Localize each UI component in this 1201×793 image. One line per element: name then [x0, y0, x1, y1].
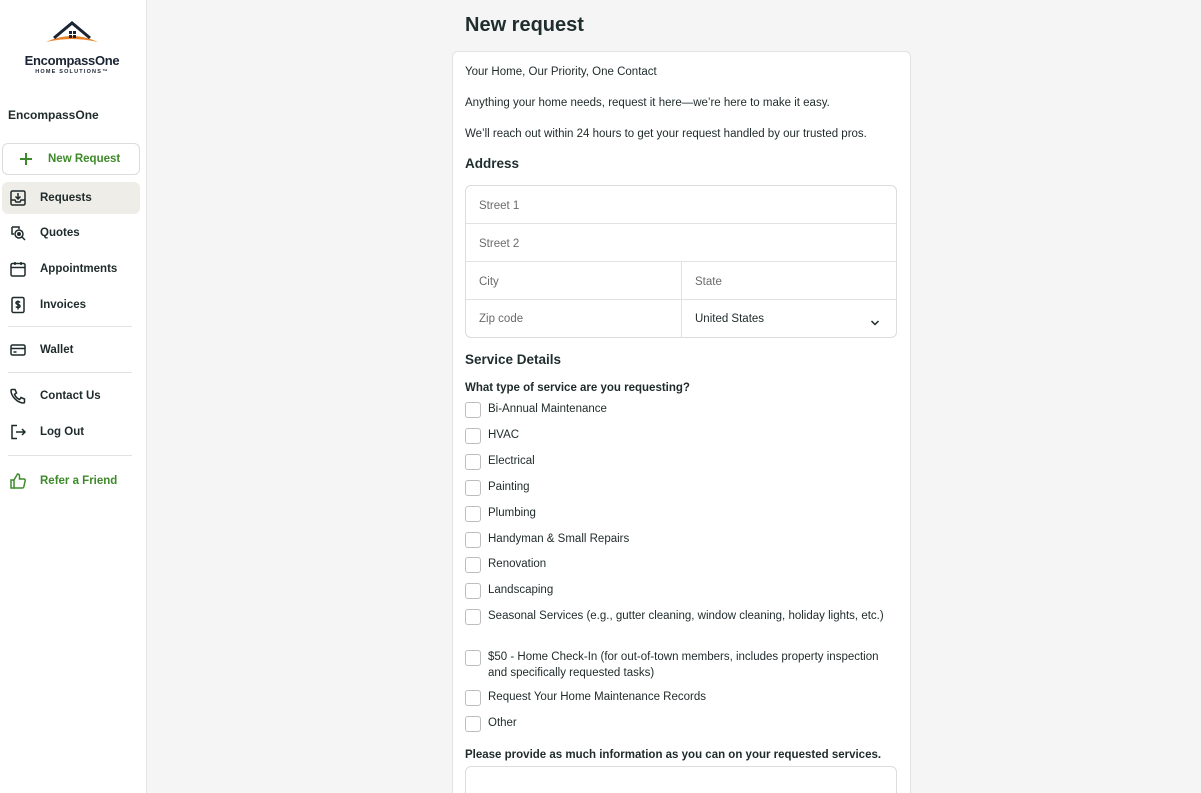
street2-input[interactable]: Street 2	[479, 237, 520, 250]
service-info-question: Please provide as much information as you can on your requested services.	[465, 749, 882, 761]
sidebar-item-quotes[interactable]	[2, 217, 140, 249]
checkbox[interactable]	[465, 506, 481, 522]
service-option-label: Handyman & Small Repairs	[488, 533, 630, 545]
checkbox[interactable]	[465, 532, 481, 548]
service-info-textarea[interactable]	[465, 766, 897, 793]
service-option[interactable]	[465, 454, 888, 470]
sidebar-divider	[8, 455, 132, 456]
service-option[interactable]	[465, 428, 888, 444]
service-details-heading: Service Details	[465, 352, 562, 367]
company-name: EncompassOne	[8, 108, 99, 122]
sidebar-item-label: Wallet	[40, 344, 74, 356]
service-option-label: Painting	[488, 481, 530, 493]
service-option-label: HVAC	[488, 429, 520, 441]
sidebar-item-refer-a-friend[interactable]	[2, 465, 140, 497]
inbox-icon	[9, 189, 27, 207]
service-option-label: Renovation	[488, 558, 547, 570]
service-option-label: Electrical	[488, 455, 535, 467]
sidebar-item-label: Requests	[40, 192, 92, 204]
checkbox[interactable]	[465, 716, 481, 732]
service-option-label: Request Your Home Maintenance Records	[488, 691, 706, 703]
checkbox[interactable]	[465, 609, 481, 625]
request-form-card	[452, 51, 911, 793]
checkbox[interactable]	[465, 480, 481, 496]
service-option-label: Other	[488, 717, 517, 729]
sidebar-divider	[8, 326, 132, 327]
intro-line: Your Home, Our Priority, One Contact	[465, 66, 657, 78]
encompassone-logo[interactable]	[22, 20, 122, 80]
logout-icon	[9, 423, 27, 441]
service-option-label: Seasonal Services (e.g., gutter cleaning, window cleaning, holiday lights, etc.)	[488, 610, 884, 622]
service-option[interactable]	[465, 609, 888, 625]
sidebar-item-requests[interactable]	[2, 182, 140, 214]
sidebar-item-label: Log Out	[40, 426, 85, 438]
address-fields	[465, 185, 897, 338]
chevron-down-icon[interactable]	[870, 314, 880, 332]
sidebar-divider	[8, 372, 132, 373]
service-option[interactable]	[465, 716, 888, 732]
phone-icon	[9, 387, 27, 405]
address-heading: Address	[465, 156, 520, 171]
checkbox[interactable]	[465, 583, 481, 599]
brand-name: EncompassOne	[24, 53, 120, 68]
checkbox[interactable]	[465, 690, 481, 706]
checkbox[interactable]	[465, 650, 481, 666]
sidebar-item-label: Appointments	[40, 263, 118, 275]
service-option[interactable]	[465, 690, 888, 706]
service-option-label: Bi-Annual Maintenance	[488, 403, 607, 415]
sidebar-item-label: Contact Us	[40, 390, 101, 402]
service-option[interactable]	[465, 506, 888, 522]
new-request-button[interactable]	[2, 143, 140, 175]
street1-input[interactable]: Street 1	[479, 199, 520, 212]
sidebar-item-invoices[interactable]	[2, 289, 140, 321]
state-input[interactable]: State	[695, 275, 722, 288]
sidebar-item-contact-us[interactable]	[2, 380, 140, 412]
sidebar-item-label: Invoices	[40, 299, 87, 311]
checkbox[interactable]	[465, 557, 481, 573]
service-option[interactable]	[465, 532, 888, 548]
calendar-icon	[9, 260, 27, 278]
brand-tagline: HOME SOLUTIONS™	[35, 69, 109, 75]
sidebar-item-appointments[interactable]	[2, 253, 140, 285]
sidebar	[0, 0, 147, 793]
service-option[interactable]	[465, 650, 888, 681]
service-option-label: $50 - Home Check-In (for out-of-town members, includes property inspection and specifically requested tasks)	[488, 651, 879, 679]
country-select[interactable]: United States	[695, 312, 765, 325]
thumbs-up-icon	[9, 472, 27, 490]
checkbox[interactable]	[465, 454, 481, 470]
sidebar-item-log-out[interactable]	[2, 416, 140, 448]
sidebar-item-label: Quotes	[40, 227, 80, 239]
service-option-label: Landscaping	[488, 584, 554, 596]
zip-code-input[interactable]: Zip code	[479, 312, 524, 325]
service-option[interactable]	[465, 480, 888, 496]
plus-icon	[19, 152, 33, 166]
wallet-icon	[9, 341, 27, 359]
checkbox[interactable]	[465, 428, 481, 444]
sidebar-item-wallet[interactable]	[2, 334, 140, 366]
quote-search-icon	[9, 224, 27, 242]
service-option[interactable]	[465, 557, 888, 573]
invoice-dollar-icon	[9, 296, 27, 314]
service-option[interactable]	[465, 583, 888, 599]
service-type-question: What type of service are you requesting?	[465, 382, 690, 394]
intro-line: We’ll reach out within 24 hours to get your request handled by our trusted pros.	[465, 128, 867, 140]
checkbox[interactable]	[465, 402, 481, 418]
city-input[interactable]: City	[479, 275, 499, 288]
intro-line: Anything your home needs, request it here—we’re here to make it easy.	[465, 97, 830, 109]
page-title: New request	[465, 14, 584, 36]
house-logo-icon	[32, 20, 112, 52]
sidebar-item-label: Refer a Friend	[40, 475, 118, 487]
service-option[interactable]	[465, 402, 888, 418]
new-request-label: New Request	[48, 153, 121, 165]
service-option-label: Plumbing	[488, 507, 536, 519]
